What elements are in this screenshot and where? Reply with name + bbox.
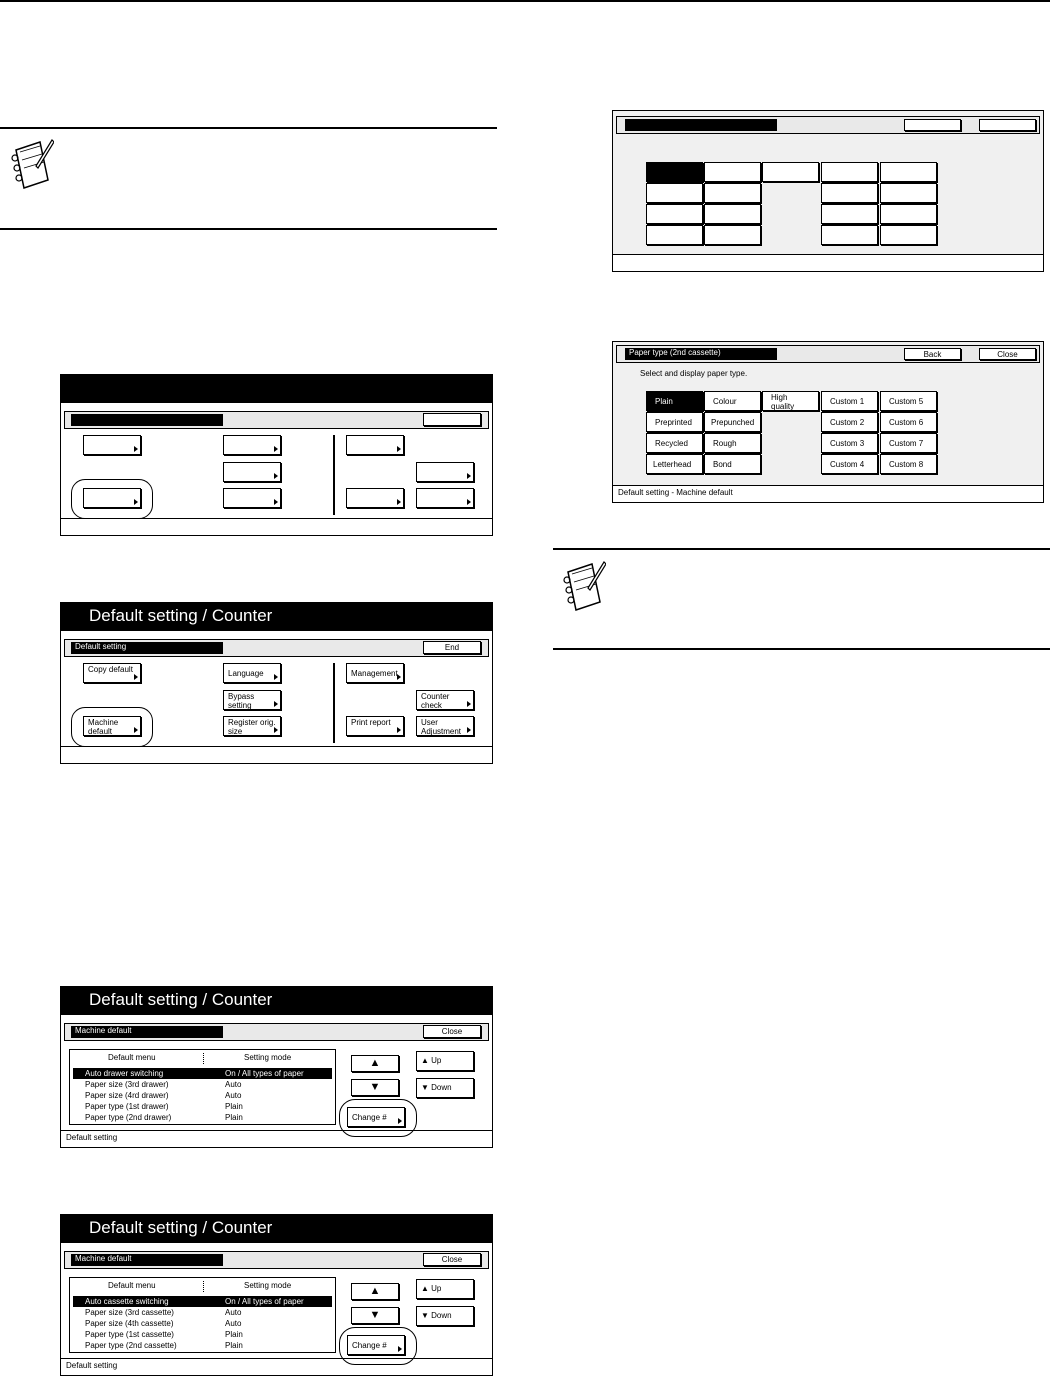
down-triangle-icon: ▼: [369, 1081, 381, 1093]
bypass-setting-button[interactable]: Bypass setting: [223, 690, 281, 710]
row-mode: Auto: [225, 1080, 242, 1089]
up-button[interactable]: [416, 1051, 474, 1071]
list-item[interactable]: [73, 1340, 332, 1351]
register-orig-size-button[interactable]: Register orig. size: [223, 716, 281, 736]
screen-title: Default setting / Counter: [89, 1218, 273, 1237]
machine-default-button[interactable]: Machine default: [83, 716, 141, 736]
divider: [333, 435, 335, 515]
col-divider: [203, 1053, 204, 1064]
paper-type-button-blank[interactable]: [646, 162, 703, 182]
paper-type-button-blank[interactable]: [704, 162, 761, 182]
screen-bar: [616, 345, 1040, 363]
row-menu: Paper size (3rd drawer): [85, 1080, 169, 1089]
paper-type-recycled[interactable]: Recycled: [646, 433, 703, 453]
list-item[interactable]: [73, 1318, 332, 1329]
machine-default-screen-cassette: [60, 1214, 493, 1376]
col-setting-mode: Setting mode: [244, 1281, 292, 1290]
paper-type-button-blank[interactable]: [704, 204, 761, 224]
blank-default-setting-screen: [60, 374, 493, 536]
screen-header: [61, 375, 492, 403]
change-button[interactable]: Change #: [347, 1107, 405, 1127]
row-menu: Auto drawer switching: [85, 1069, 164, 1078]
down-triangle-icon: ▼: [421, 1311, 432, 1320]
paper-type-custom-5[interactable]: Custom 5: [880, 391, 937, 411]
note-bottom-rule: [0, 228, 497, 230]
change-button[interactable]: Change #: [347, 1335, 405, 1355]
screen-bar: [64, 639, 489, 657]
default-menu-list: [69, 1049, 336, 1125]
scroll-down-arrow-button[interactable]: [351, 1079, 399, 1096]
user-adjustment-button[interactable]: User Adjustment: [416, 716, 474, 736]
row-menu: Paper type (2nd drawer): [85, 1113, 172, 1122]
list-item[interactable]: [73, 1090, 332, 1101]
row-menu: Auto cassette switching: [85, 1297, 169, 1306]
counter-check-button-blank[interactable]: [416, 462, 474, 482]
paper-type-custom-2[interactable]: Custom 2: [821, 412, 878, 432]
paper-type-custom-8[interactable]: Custom 8: [880, 454, 937, 474]
up-triangle-icon: ▲: [421, 1056, 432, 1065]
back-button-blank[interactable]: [904, 119, 961, 131]
up-button[interactable]: [416, 1279, 474, 1299]
scroll-down-arrow-button[interactable]: [351, 1307, 399, 1324]
paper-type-rough[interactable]: Rough: [704, 433, 761, 453]
row-menu: Paper type (1st cassette): [85, 1330, 174, 1339]
paper-type-button-blank[interactable]: [880, 225, 937, 245]
status-bar: Default setting: [61, 1130, 492, 1147]
bypass-setting-button-blank[interactable]: [223, 462, 281, 482]
blank-paper-type-screen: [612, 110, 1044, 272]
up-triangle-icon: ▲: [421, 1284, 432, 1293]
user-adjustment-button-blank[interactable]: [416, 488, 474, 508]
close-button[interactable]: Close: [423, 1253, 481, 1266]
paper-type-button-blank[interactable]: [821, 204, 878, 224]
list-item[interactable]: [73, 1307, 332, 1318]
row-mode: Auto: [225, 1091, 242, 1100]
management-button-blank[interactable]: [346, 435, 404, 455]
down-label: Down: [431, 1311, 452, 1320]
paper-type-button-blank[interactable]: [880, 183, 937, 203]
paper-type-button-blank[interactable]: [821, 183, 878, 203]
paper-type-screen: [612, 341, 1044, 503]
up-label: Up: [431, 1056, 442, 1065]
register-orig-size-button-blank[interactable]: [223, 488, 281, 508]
default-menu-list: [69, 1277, 336, 1353]
print-report-button-blank[interactable]: [346, 488, 404, 508]
row-mode: Plain: [225, 1102, 243, 1111]
col-setting-mode: Setting mode: [244, 1053, 292, 1062]
bar-label: Default setting: [71, 642, 223, 654]
list-item[interactable]: [73, 1101, 332, 1112]
end-button[interactable]: End: [423, 641, 481, 654]
screen-bar: [64, 411, 489, 429]
paper-type-button-blank[interactable]: [646, 204, 703, 224]
list-item[interactable]: [73, 1329, 332, 1340]
row-mode: On / All types of paper: [225, 1069, 304, 1078]
col-divider: [203, 1281, 204, 1292]
back-button[interactable]: Back: [904, 348, 961, 360]
row-mode: Plain: [225, 1113, 243, 1122]
screen-title: Default setting / Counter: [89, 606, 273, 625]
down-label: Down: [431, 1083, 452, 1092]
col-default-menu: Default menu: [108, 1053, 156, 1062]
paper-type-button-blank[interactable]: [646, 183, 703, 203]
close-button-blank[interactable]: [979, 119, 1036, 131]
status-bar: [61, 518, 492, 535]
bar-label: Machine default: [71, 1026, 223, 1038]
up-triangle-icon: ▲: [369, 1057, 381, 1069]
bar-label: Machine default: [71, 1254, 223, 1266]
top-rule: [0, 0, 1050, 2]
end-button-blank[interactable]: [423, 413, 481, 426]
col-default-menu: Default menu: [108, 1281, 156, 1290]
bar-label: Paper type (2nd cassette): [625, 348, 777, 360]
paper-type-button-blank[interactable]: [821, 162, 878, 182]
screen-header: [61, 987, 492, 1015]
down-button[interactable]: [416, 1306, 474, 1326]
up-triangle-icon: ▲: [369, 1285, 381, 1297]
row-menu: Paper size (4rd drawer): [85, 1091, 169, 1100]
list-item[interactable]: [73, 1068, 332, 1079]
row-menu: Paper type (2nd cassette): [85, 1341, 177, 1350]
screen-header: [61, 603, 492, 631]
paper-type-high-quality[interactable]: High quality: [762, 391, 819, 411]
paper-type-custom-1[interactable]: Custom 1: [821, 391, 878, 411]
machine-default-screen-drawer: [60, 986, 493, 1148]
divider: [333, 663, 335, 743]
copy-default-button-blank[interactable]: [83, 435, 141, 455]
row-mode: Auto: [225, 1319, 242, 1328]
list-item[interactable]: [73, 1112, 332, 1123]
paper-type-button-blank[interactable]: [821, 225, 878, 245]
paper-type-button-blank[interactable]: [880, 204, 937, 224]
print-report-button[interactable]: Print report: [346, 716, 404, 736]
instruction-text: Select and display paper type.: [640, 369, 748, 378]
copy-default-button[interactable]: Copy default: [83, 663, 141, 683]
close-button[interactable]: Close: [979, 348, 1036, 360]
status-bar: [613, 254, 1043, 271]
notepad-icon: [6, 136, 54, 194]
row-mode: On / All types of paper: [225, 1297, 304, 1306]
paper-type-plain[interactable]: Plain: [646, 391, 703, 411]
paper-type-prepunched[interactable]: Prepunched: [704, 412, 761, 432]
list-item[interactable]: [73, 1079, 332, 1090]
paper-type-button-blank[interactable]: [704, 183, 761, 203]
status-bar: [61, 746, 492, 763]
paper-type-custom-4[interactable]: Custom 4: [821, 454, 878, 474]
language-button[interactable]: Language: [223, 663, 281, 683]
row-mode: Plain: [225, 1341, 243, 1350]
row-menu: Paper size (4th cassette): [85, 1319, 174, 1328]
screen-title: Default setting / Counter: [89, 990, 273, 1009]
machine-default-button-blank[interactable]: [83, 488, 141, 508]
screen-bar: [616, 116, 1040, 134]
paper-type-colour[interactable]: Colour: [704, 391, 761, 411]
note-top-rule: [553, 548, 1050, 550]
row-mode: Plain: [225, 1330, 243, 1339]
screen-bar: [64, 1251, 489, 1269]
list-item[interactable]: [73, 1296, 332, 1307]
paper-type-preprinted[interactable]: Preprinted: [646, 412, 703, 432]
paper-type-button-blank[interactable]: [880, 162, 937, 182]
bar-label-blank: [625, 119, 777, 131]
paper-type-custom-3[interactable]: Custom 3: [821, 433, 878, 453]
down-triangle-icon: ▼: [369, 1309, 381, 1321]
note-top-rule: [0, 127, 497, 129]
paper-type-button-blank[interactable]: [646, 225, 703, 245]
language-button-blank[interactable]: [223, 435, 281, 455]
close-button[interactable]: Close: [423, 1025, 481, 1038]
bar-label-blank: [71, 414, 223, 426]
scroll-up-arrow-button[interactable]: [351, 1055, 399, 1072]
paper-type-bond[interactable]: Bond: [704, 454, 761, 474]
row-menu: Paper size (3rd cassette): [85, 1308, 174, 1317]
default-setting-screen: [60, 602, 493, 764]
screen-header: [61, 1215, 492, 1243]
scroll-up-arrow-button[interactable]: [351, 1283, 399, 1300]
management-button[interactable]: Management: [346, 663, 404, 683]
paper-type-button-blank[interactable]: [762, 162, 819, 182]
status-bar: Default setting: [61, 1358, 492, 1375]
row-menu: Paper type (1st drawer): [85, 1102, 169, 1111]
paper-type-custom-6[interactable]: Custom 6: [880, 412, 937, 432]
up-label: Up: [431, 1284, 442, 1293]
paper-type-custom-7[interactable]: Custom 7: [880, 433, 937, 453]
paper-type-letterhead[interactable]: Letterhead: [646, 454, 703, 474]
note-bottom-rule: [553, 648, 1050, 650]
notepad-icon: [558, 558, 606, 616]
down-triangle-icon: ▼: [421, 1083, 432, 1092]
screen-bar: [64, 1023, 489, 1041]
status-bar: Default setting - Machine default: [613, 485, 1043, 502]
down-button[interactable]: [416, 1078, 474, 1098]
counter-check-button[interactable]: Counter check: [416, 690, 474, 710]
paper-type-button-blank[interactable]: [704, 225, 761, 245]
row-mode: Auto: [225, 1308, 242, 1317]
